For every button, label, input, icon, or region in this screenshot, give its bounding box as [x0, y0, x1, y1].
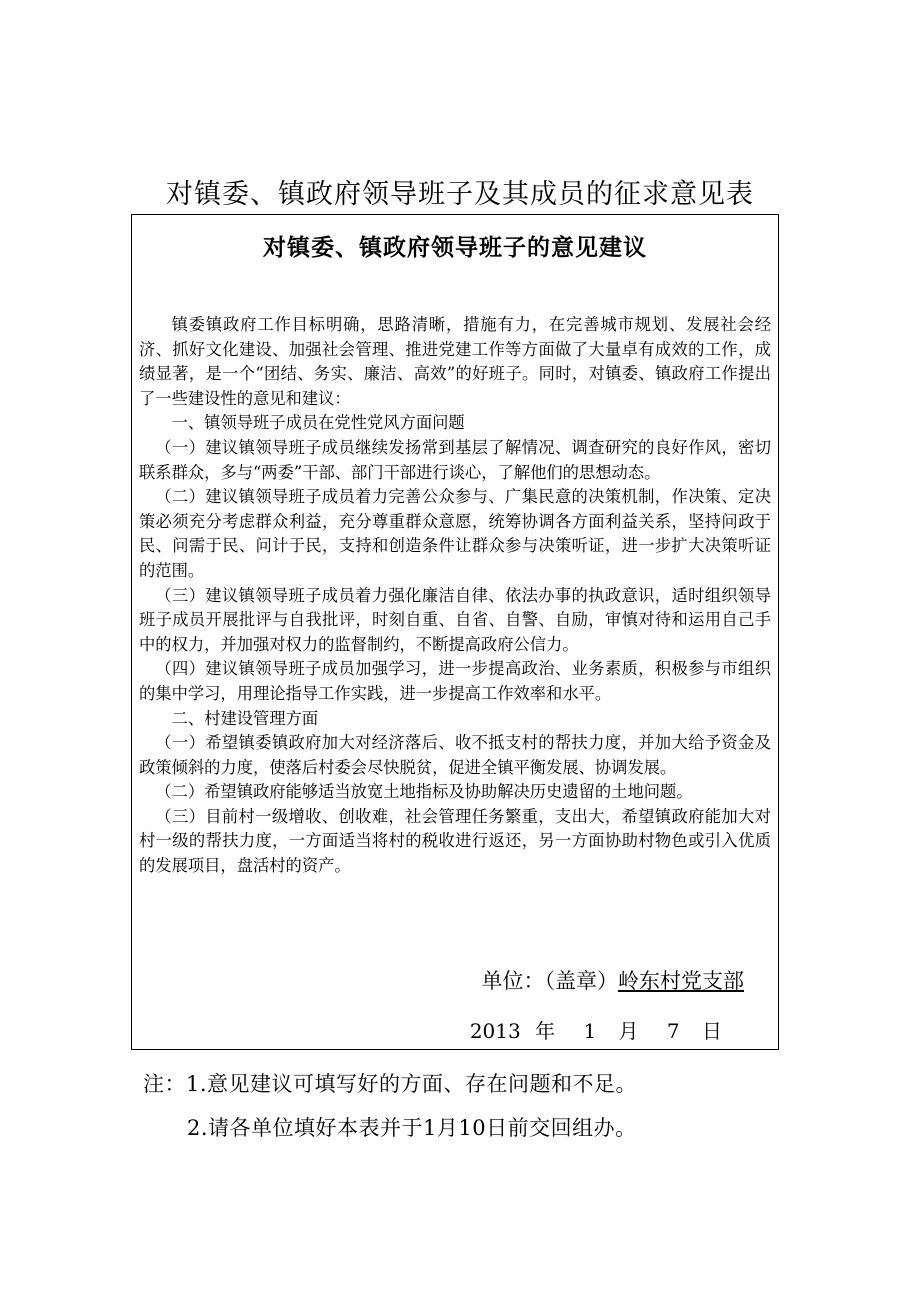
- item-paragraph: （二）希望镇政府能够适当放宽土地指标及协助解决历史遗留的土地问题。: [155, 782, 693, 802]
- opinion-box: [131, 214, 779, 1050]
- item-paragraph: （三）目前村一级增收、创收难，社会管理任务繁重，支出大，希望镇政府能加大对村一级的帮扶力度，一方面适当将村的税收进行返还，另一方面协助村物色或引入优质的发展项目，盘活村的资产。: [139, 806, 771, 876]
- date-day: 7: [666, 1019, 680, 1043]
- item-paragraph: （一）希望镇委镇政府加大对经济落后、收不抵支村的帮扶力度，并加大给予资金及政策倾斜的力度，使落后村委会尽快脱贫，促进全镇平衡发展、协调发展。: [139, 733, 771, 777]
- section-heading-1: 一、镇领导班子成员在党性党风方面问题: [171, 413, 465, 433]
- date-year: 2013: [469, 1019, 521, 1043]
- note-1: 注：1.意见建议可填写好的方面、存在问题和不足。: [143, 1072, 638, 1096]
- section-heading-2: 二、村建设管理方面: [171, 708, 319, 728]
- signature-row: [132, 965, 744, 995]
- date-month-unit: 月: [618, 1019, 639, 1043]
- item-paragraph: （二）建议镇领导班子成员着力完善公众参与、广集民意的决策机制，作决策、定决策必须充分考虑群众利益，充分尊重群众意愿，统筹协调各方面利益关系，坚持问政于民、问需于民、问计于民，支持和创造条件让群众参与决策听证，进一步扩大决策听证的范围。: [139, 487, 771, 580]
- sign-organization: 岭东村党支部: [618, 969, 744, 993]
- page-title: 对镇委、镇政府领导班子及其成员的征求意见表: [166, 179, 754, 210]
- date-day-unit: 日: [702, 1019, 722, 1043]
- date-row: [132, 1015, 722, 1044]
- date-year-unit: 年: [535, 1019, 556, 1043]
- intro-paragraph: 镇委镇政府工作目标明确，思路清晰，措施有力，在完善城市规划、发展社会经济、抓好文化建设、加强社会管理、推进党建工作等方面做了大量卓有成效的工作，成绩显著，是一个“团结、务实、廉洁、高效”的好班子。同时，对镇委、镇政府工作提出了一些建设性的意见和建议：: [139, 315, 771, 408]
- opinion-body: [139, 313, 771, 879]
- date-month: 1: [583, 1019, 597, 1043]
- sign-label: 单位：（盖章）: [481, 969, 618, 993]
- item-paragraph: （三）建议镇领导班子成员着力强化廉洁自律、依法办事的执政意识，适时组织领导班子成员开展批评与自我批评，时刻自重、自省、自警、自励，审慎对待和运用自己手中的权力，并加强对权力的监督制约，不断提高政府公信力。: [139, 585, 771, 654]
- item-paragraph: （四）建议镇领导班子成员加强学习，进一步提高政治、业务素质，积极参与市组织的集中学习，用理论指导工作实践，进一步提高工作效率和水平。: [139, 659, 771, 703]
- box-heading: 对镇委、镇政府领导班子的意见建议: [263, 234, 647, 261]
- note-2: 2.请各单位填好本表并于1月10日前交回组办。: [187, 1116, 637, 1140]
- item-paragraph: （一）建议镇领导班子成员继续发扬常到基层了解情况、调查研究的良好作风，密切联系群众，多与“两委”干部、部门干部进行谈心，了解他们的思想动态。: [139, 437, 771, 482]
